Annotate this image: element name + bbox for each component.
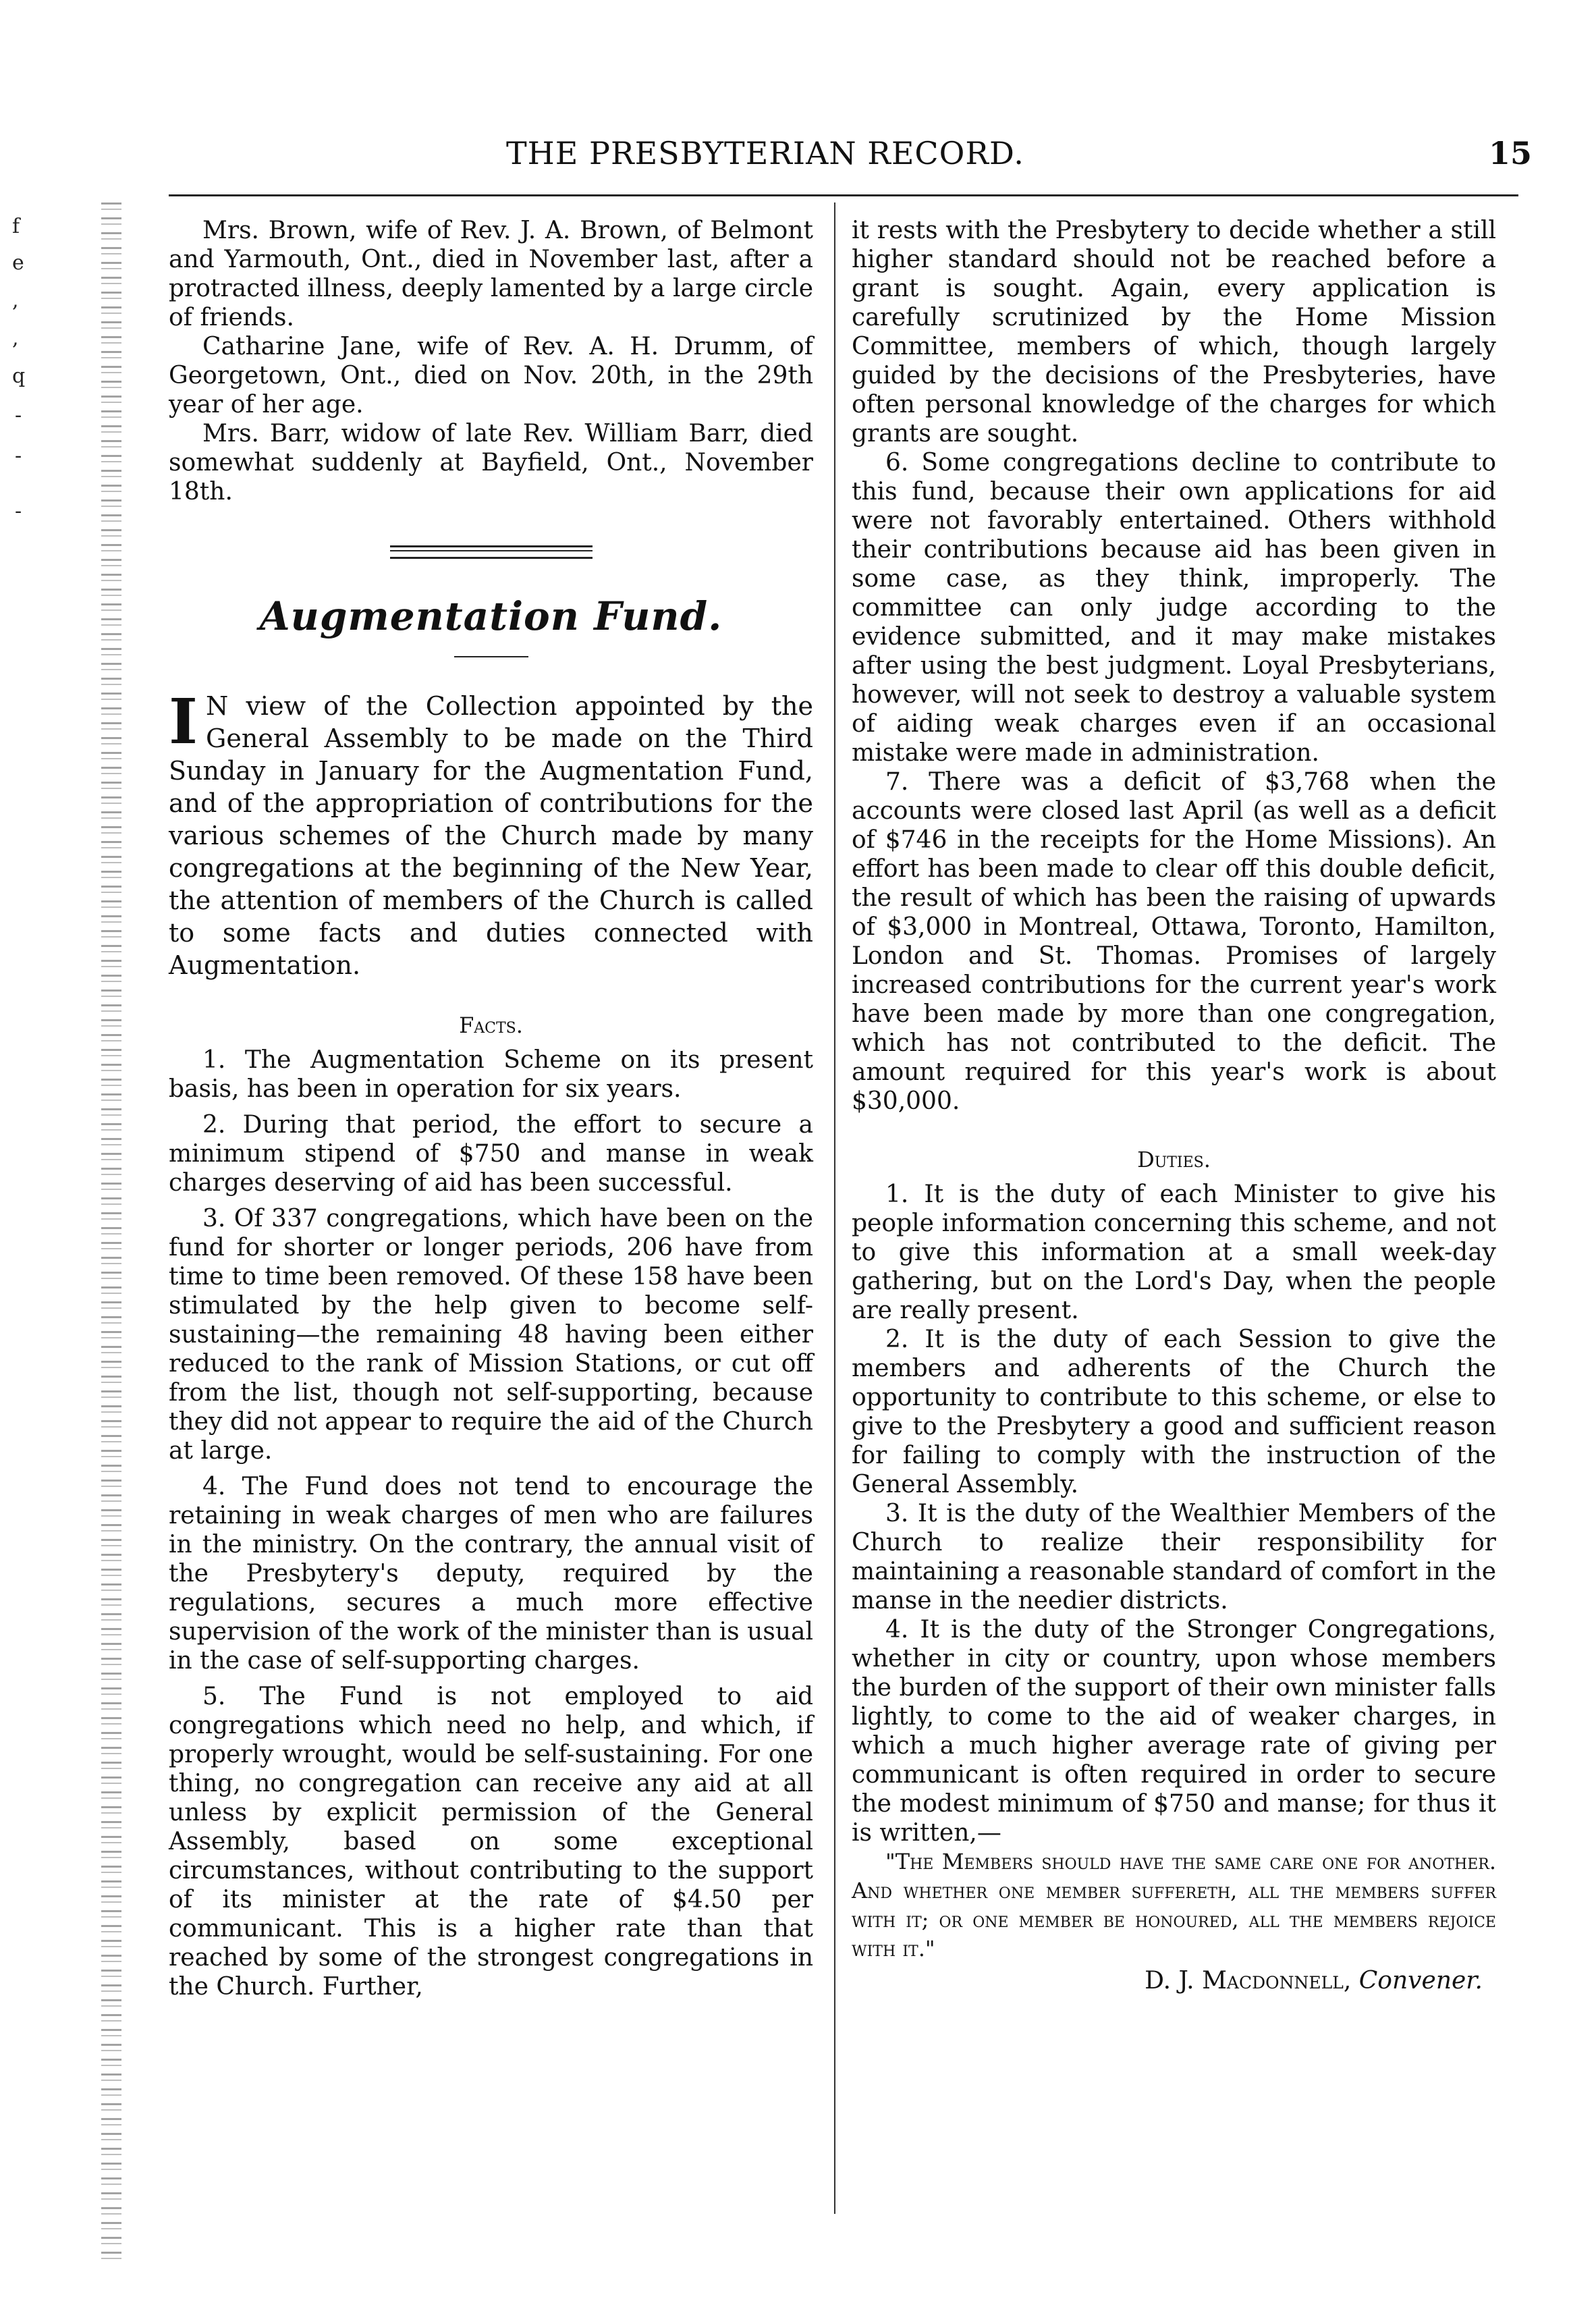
intro-text: N view of the Collection appointed by the General Assembly to be made on the Third Sunday in January for the Augmentation Fund, and of the appropriation of contributions for the various schemes of the Church made by many congregations at the beginning of the New Year, the attention of members of the Church is called to some facts and duties connected with Augmentation.: [169, 691, 813, 980]
gutter-mark: ,: [12, 289, 19, 313]
column-rule: [834, 202, 835, 2214]
gutter-mark: f: [12, 215, 20, 238]
duties-heading: Duties.: [1137, 1147, 1211, 1172]
header-rule: [169, 194, 1518, 196]
page-number: 15: [1488, 135, 1532, 171]
section-divider: [390, 545, 593, 559]
right-column: [852, 216, 1496, 1995]
intro-paragraph: [169, 685, 813, 981]
fact-item: 2. During that period, the effort to secure a minimum stipend of $750 and manse in weak charges deserving of aid has been successful.: [169, 1111, 813, 1197]
page-title: THE PRESBYTERIAN RECORD.: [506, 135, 1024, 171]
title-rule: [454, 656, 528, 657]
duty-item: 4. It is the duty of the Stronger Congregations, whether in city or country, upon whose members the burden of the support of their own minister falls lightly, to come to the aid of weaker charges, in which a much higher average rate of giving per communicant is often required in order to secure the modest minimum of $750 and manse; for thus it is written,—: [852, 1616, 1496, 1847]
fact-continuation: it rests with the Presbytery to decide whether a still higher standard should not be reached before a grant is sought. Again, every application is carefully scrutinized by the Home Mission Committee, members of which, though largely guided by the decisions of the Presbyteries, have often personal knowledge of the charges for which grants are sought.: [852, 217, 1496, 448]
duty-item: 1. It is the duty of each Minister to give his people information concerning this scheme, and not to give this information at a small week-day gathering, but on the Lord's Day, when the people are really present.: [852, 1181, 1496, 1324]
page-header: [169, 135, 1532, 189]
fact-item: 1. The Augmentation Scheme on its present basis, has been in operation for six years.: [169, 1046, 813, 1103]
gutter-mark: ,: [12, 327, 19, 350]
fact-item: 7. There was a deficit of $3,768 when the accounts were closed last April (as well as a deficit of $746 in the receipts for the Home Missions). An effort has been made to clear off this double deficit, the result of which has been the raising of upwards of $3,000 in Montreal, Ottawa, Toronto, Hamilton, London and St. Thomas. Promises of largely increased contributions for the current year's work have been made by more than one congregation, which has not contributed to the deficit. The amount required for this year's work is about $30,000.: [852, 768, 1496, 1115]
fact-item: 5. The Fund is not employed to aid congregations which need no help, and which, if properly wrought, would be self-sustaining. For one thing, no congregation can receive any aid at all unless by explicit permission of the General Assembly, based on some exceptional circumstances, without contributing to the support of its minister at the rate of $4.50 per communicant. This is a higher rate than that reached by some of the strongest congregations in the Church. Further,: [169, 1683, 813, 2001]
scan-gutter: [0, 0, 135, 2305]
gutter-mark: -: [15, 444, 22, 468]
facts-heading: Facts.: [459, 1012, 523, 1038]
fact-item: 3. Of 337 congregations, which have been on the fund for shorter or longer periods, 206 have from time to time been removed. Of these 158 have been stimulated by the help given to become self-sustaining—the remaining 48 having been either reduced to the rank of Mission Stations, or cut off from the list, though not self-supporting, because they did not appear to require the aid of the Church at large.: [169, 1205, 813, 1465]
left-column: [169, 216, 813, 2001]
signature-title: Convener.: [1358, 1967, 1483, 1995]
obituary-brown: Mrs. Brown, wife of Rev. J. A. Brown, of Belmont and Yarmouth, Ont., died in November last, after a protracted illness, deeply lamented by a large circle of friends.: [169, 217, 813, 331]
obituary-barr: Mrs. Barr, widow of late Rev. William Barr, died somewhat suddenly at Bayfield, Ont., November 18th.: [169, 420, 813, 506]
gutter-mark: -: [15, 499, 22, 523]
fact-item: 6. Some congregations decline to contribute to this fund, because their own applications for aid were not favorably entertained. Others withhold their contributions because aid has been given in some case, as they think, improperly. The committee can only judge according to the evidence submitted, and it may make mistakes after using the best judgment. Loyal Presbyterians, however, will not seek to destroy a valuable system of aiding weak charges even if an occasional mistake were made in administration.: [852, 449, 1496, 767]
fact-item: 4. The Fund does not tend to encourage the retaining in weak charges of men who are failures in the ministry. On the contrary, the annual visit of the Presbytery's deputy, required by the regulations, secures a much more effective supervision of the work of the minister than is usual in the case of self-supporting charges.: [169, 1473, 813, 1675]
drop-cap: I: [169, 685, 198, 758]
gutter-mark: -: [15, 404, 22, 427]
scan-edge-noise: [101, 202, 121, 2261]
gutter-mark: q: [12, 364, 26, 388]
duty-item: 3. It is the duty of the Wealthier Members of the Church to realize their responsibility for maintaining a reasonable standard of comfort in the manse in the needier districts.: [852, 1500, 1496, 1615]
signature-name: D. J. Macdonnell,: [1145, 1967, 1352, 1995]
scripture-quote: "The Members should have the same care one for another. And whether one member suffereth, all the members suffer with it; or one member be honoured, all the members rejoice with it.": [852, 1849, 1496, 1961]
section-title: Augmentation Fund.: [259, 593, 723, 639]
signature: [852, 1966, 1496, 1995]
duty-item: 2. It is the duty of each Session to give the members and adherents of the Church the opportunity to contribute to this scheme, or else to give to the Presbytery a good and sufficient reason for failing to comply with the instruction of the General Assembly.: [852, 1326, 1496, 1498]
obituary-drumm: Catharine Jane, wife of Rev. A. H. Drumm, of Georgetown, Ont., died on Nov. 20th, in the 29th year of her age.: [169, 333, 813, 418]
gutter-mark: e: [12, 251, 24, 275]
